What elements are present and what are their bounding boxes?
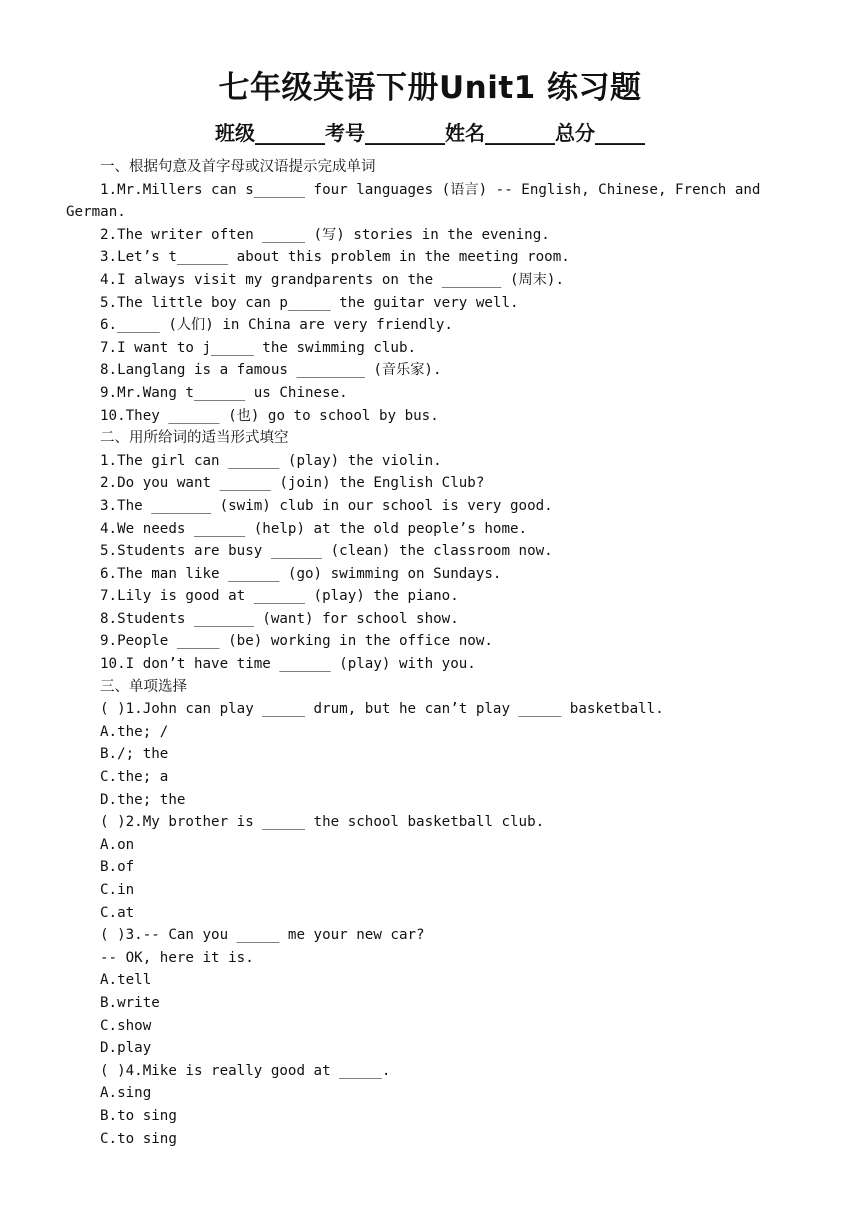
- question-item: 2.Do you want ______ (join) the English Club?: [100, 475, 485, 492]
- answer-option: C.show: [100, 1017, 152, 1034]
- question-item: 1.The girl can ______ (play) the violin.: [100, 452, 442, 469]
- question-item: 9.Mr.Wang t______ us Chinese.: [100, 384, 348, 401]
- question-item: 4.We needs ______ (help) at the old people’s home.: [100, 520, 528, 537]
- question-item: 8.Students _______ (want) for school show.: [100, 610, 459, 627]
- question-stem: ( )1.John can play _____ drum, but he can’t play _____ basketball.: [100, 701, 664, 718]
- answer-option: A.sing: [100, 1085, 152, 1102]
- question-item: 5.Students are busy ______ (clean) the classroom now.: [100, 543, 553, 560]
- student-info-line: 班级_______考号________姓名_______总分_____: [215, 121, 645, 145]
- answer-option: A.on: [100, 836, 135, 853]
- question-item: 5.The little boy can p_____ the guitar very well.: [100, 294, 519, 311]
- question-item: 7.I want to j_____ the swimming club.: [100, 339, 417, 356]
- question-item: 3.Let’s t______ about this problem in the meeting room.: [100, 249, 570, 266]
- question-item: 8.Langlang is a famous ________ (音乐家).: [100, 362, 442, 379]
- answer-option: B./; the: [100, 746, 169, 763]
- answer-option: A.tell: [100, 972, 152, 989]
- worksheet-title: 七年级英语下册Unit1 练习题: [218, 70, 642, 106]
- question-item: 2.The writer often _____ (写) stories in the evening.: [100, 226, 550, 243]
- question-item: 7.Lily is good at ______ (play) the piano.: [100, 588, 459, 605]
- question-stem: ( )3.-- Can you _____ me your new car?: [100, 927, 425, 944]
- answer-option: D.the; the: [100, 791, 186, 808]
- question-item: 1.Mr.Millers can s______ four languages (语言) -- English, Chinese, French and German.: [66, 181, 761, 221]
- question-item: 6.The man like ______ (go) swimming on Sundays.: [100, 565, 502, 582]
- question-item: 10.They ______ (也) go to school by bus.: [100, 407, 439, 424]
- section-heading: 三、单项选择: [100, 678, 187, 695]
- question-stem: ( )4.Mike is really good at _____.: [100, 1062, 391, 1079]
- worksheet-body: [66, 156, 796, 1150]
- answer-option: C.at: [100, 904, 135, 921]
- answer-option: B.of: [100, 859, 135, 876]
- section-heading: 二、用所给词的适当形式填空: [100, 430, 289, 447]
- answer-option: D.play: [100, 1040, 152, 1057]
- answer-option: C.the; a: [100, 769, 169, 786]
- question-item: 9.People _____ (be) working in the office now.: [100, 633, 493, 650]
- question-item: 10.I don’t have time ______ (play) with you.: [100, 656, 476, 673]
- question-stem: ( )2.My brother is _____ the school basketball club.: [100, 814, 545, 831]
- question-stem: -- OK, here it is.: [100, 949, 254, 966]
- answer-option: C.in: [100, 882, 135, 898]
- answer-option: B.write: [100, 994, 160, 1011]
- question-item: 3.The _______ (swim) club in our school is very good.: [100, 497, 553, 514]
- answer-option: B.to sing: [100, 1107, 177, 1124]
- answer-option: A.the; /: [100, 723, 169, 740]
- question-item: 4.I always visit my grandparents on the _______ (周末).: [100, 271, 564, 288]
- answer-option: C.to sing: [100, 1130, 177, 1147]
- question-item: 6._____ (人们) in China are very friendly.: [100, 317, 453, 334]
- section-heading: 一、根据句意及首字母或汉语提示完成单词: [100, 159, 376, 175]
